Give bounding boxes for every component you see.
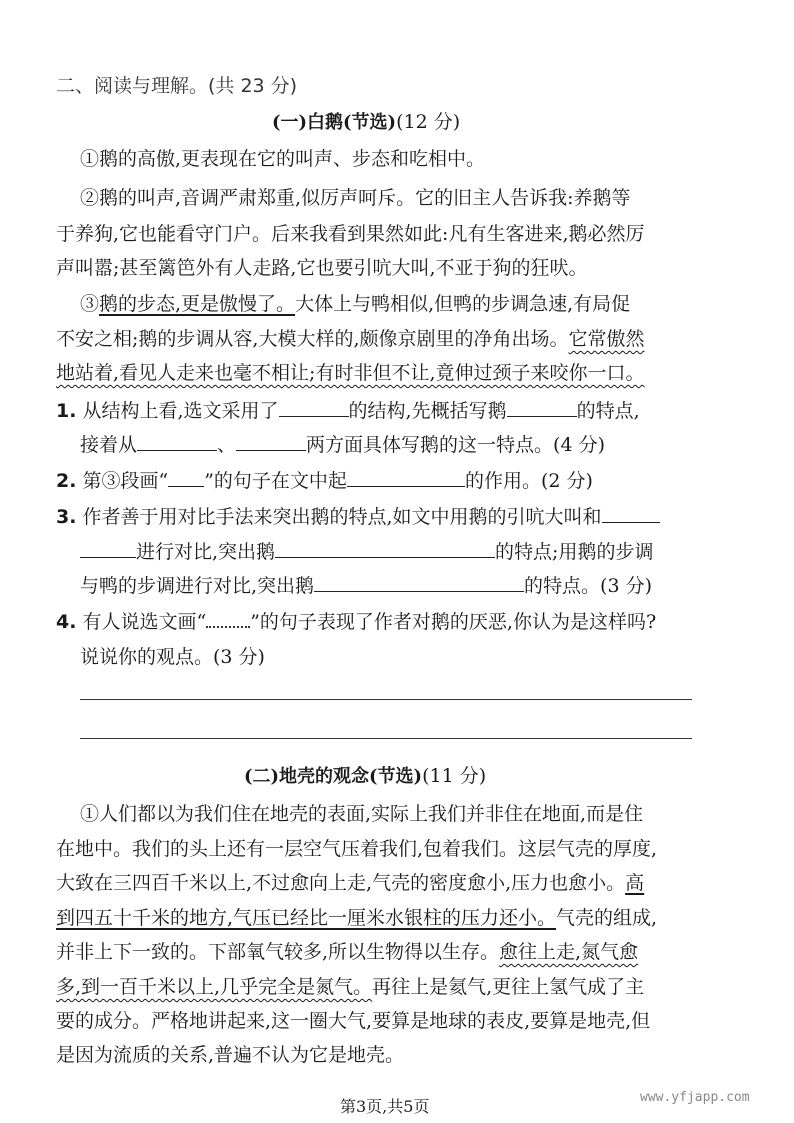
passage2-line6 [56, 975, 644, 999]
question-text: 接着从 [80, 434, 138, 456]
passage1-para2-line1: ②鹅的叫声,音调严肃郑重,似厉声呵斥。它的旧主人告诉我:养鹅等 [80, 187, 631, 209]
passage-text: 气壳的组成, [556, 907, 658, 929]
straight-line-sample [168, 468, 204, 487]
question-text: 从结构上看,选文采用了 [82, 400, 279, 422]
passage1-para2-line3: 声叫嚣;甚至篱笆外有人走路,它也要引吭大叫,不亚于狗的狂吠。 [56, 257, 588, 279]
question-text: ”的句子表现了作者对鹅的厌恶,你认为是这样吗? [250, 611, 657, 633]
passage2-line4 [56, 906, 657, 930]
para3-text: 大体上与鸭相似,但鸭的步调急速,有局促 [295, 293, 631, 315]
question-text: 作者善于用对比手法来突出鹅的特点,如文中用鹅的引吭大叫和 [82, 506, 602, 528]
passage-text: 并非上下一致的。下部氧气较多,所以生物得以生存。 [56, 941, 500, 963]
question-number: 4. [56, 611, 77, 633]
answer-blank[interactable] [602, 504, 660, 523]
passage1-para3-line2 [56, 327, 645, 351]
wavy-underlined-sentence: 它常傲然 [568, 328, 645, 350]
passage1-para3-line1 [80, 292, 630, 316]
question-2 [56, 468, 593, 493]
question-text: 有人说选文画“ [82, 611, 207, 633]
question-text: 的特点。(3 分) [524, 575, 653, 597]
answer-blank[interactable] [347, 468, 465, 487]
answer-line[interactable] [80, 738, 692, 739]
question-text: 与鸭的步调进行对比,突出鹅 [80, 575, 315, 597]
question-number: 2. [56, 470, 77, 492]
answer-blank[interactable] [80, 539, 136, 558]
answer-blank[interactable] [507, 398, 577, 417]
passage2-line5 [56, 940, 638, 964]
answer-blank[interactable] [279, 398, 349, 417]
passage1-title: (一)白鹅(节选) [272, 112, 397, 133]
passage-text: 大致在三四百千米以上,不过愈向上走,气壳的密度愈小,压力也愈小。 [56, 872, 626, 894]
straight-underlined-sentence: 高 [625, 872, 645, 894]
question-text: ”的句子在文中起 [204, 470, 347, 492]
question-text: 的结构,先概括写鹅 [348, 400, 507, 422]
passage1-para2-line2: 于养狗,它也能看守门户。后来我看到果然如此:凡有生客进来,鹅必然厉 [56, 223, 645, 245]
answer-blank[interactable] [137, 432, 217, 451]
question-number: 3. [56, 506, 77, 528]
straight-underlined-sentence: 到四五十千米的地方,气压已经比一厘米水银柱的压力还小。 [56, 907, 557, 929]
passage2-line7: 要的成分。严格地讲起来,这一圈大气,要算是地球的表皮,要算是地壳,但 [56, 1010, 651, 1032]
wavy-underlined-sentence: 愈往上走,氮气愈 [499, 941, 639, 963]
question-3-line3 [80, 573, 652, 598]
passage2-score: (11 分) [422, 765, 487, 787]
passage1-score: (12 分) [396, 111, 461, 133]
question-1-line2 [80, 432, 605, 457]
question-text: 进行对比,突出鹅 [136, 541, 276, 563]
question-text: 两方面具体写鹅的这一特点。(4 分) [306, 434, 605, 456]
wavy-underlined-sentence: 地站着,看见人走来也毫不相让;有时非但不让,竟伸过颈子来咬你一口。 [56, 362, 645, 384]
question-text: 的特点;用鹅的步调 [495, 541, 654, 563]
passage-text: 再往上是氦气,更往上氢气成了主 [372, 976, 645, 998]
answer-blank[interactable] [275, 539, 495, 558]
para3-marker: ③ [80, 293, 100, 315]
page-number: 第3页,共5页 [340, 1097, 430, 1116]
passage2-heading [244, 764, 486, 789]
wavy-line-sample [206, 612, 250, 628]
passage2-line3 [56, 871, 644, 895]
question-3-line2 [80, 539, 653, 564]
passage2-line1: ①人们都以为我们住在地壳的表面,实际上我们并非住在地面,而是住 [80, 803, 644, 825]
question-text: 的特点, [576, 400, 640, 422]
question-text: 的作用。(2 分) [464, 470, 593, 492]
passage2-line8: 是因为流质的关系,普遍不认为它是地壳。 [56, 1044, 405, 1066]
para3-text: 不安之相;鹅的步调从容,大模大样的,颇像京剧里的净角出场。 [56, 328, 569, 350]
question-3-line1 [56, 504, 660, 529]
question-number: 1. [56, 400, 77, 422]
passage1-para1: ①鹅的高傲,更表现在它的叫声、步态和吃相中。 [80, 148, 486, 170]
wavy-underlined-sentence: 多,到一百千米以上,几乎完全是氮气。 [56, 976, 373, 998]
answer-line[interactable] [80, 699, 692, 700]
question-text: 、 [217, 434, 237, 456]
question-4-line2: 说说你的观点。(3 分) [80, 646, 265, 668]
watermark: www.yfjapp.com [640, 1090, 750, 1105]
question-4-line1 [56, 610, 656, 634]
passage2-line2: 在地中。我们的头上还有一层空气压着我们,包着我们。这层气壳的厚度, [56, 838, 658, 860]
question-text: 第③段画“ [82, 470, 169, 492]
passage2-title: (二)地壳的观念(节选) [244, 766, 423, 787]
straight-underlined-sentence: 鹅的步态,更是傲慢了。 [99, 293, 296, 315]
passage1-heading [272, 110, 460, 135]
answer-blank[interactable] [314, 573, 524, 592]
answer-blank[interactable] [236, 432, 306, 451]
passage1-para3-line3 [56, 361, 644, 385]
section-title: 二、阅读与理解。(共 23 分) [56, 75, 298, 97]
question-1-line1 [56, 398, 640, 423]
